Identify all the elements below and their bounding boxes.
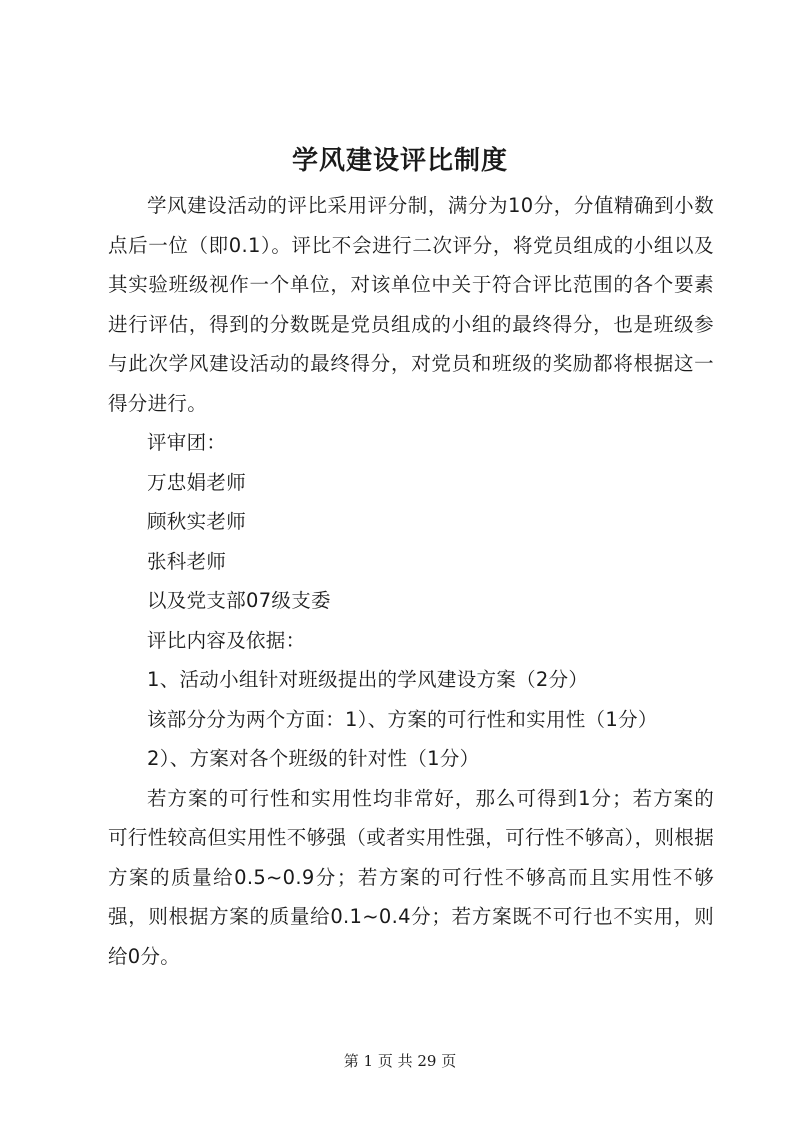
jury-member: 张科老师 [147,549,227,573]
jury-member: 万忠娟老师 [147,470,247,494]
criteria-item: 1、活动小组针对班级提出的学风建设方案（2分） [147,668,589,691]
criteria-detail: 该部分分为两个方面：1）、方案的可行性和实用性（1分） [147,707,658,731]
page-number: 第 1 页 共 29 页 [343,1052,457,1070]
document-title: 学风建设评比制度 [291,146,508,176]
jury-member: 顾秋实老师 [147,510,247,533]
intro-paragraph: 学风建设活动的评比采用评分制，满分为10分，分值精确到小数点后一位（即0.1）。评比不会进行二次评分，将党员组成的小组以及其实验班级视作一个单位，对该单位中关于符合评比范围的各个要素进行评估，得到的分数既是党员组成的小组的最终得分，也是班级参与此次学风建设活动的最终得分，对党员和班级的奖励都将根据这一得分进行。 [108,194,714,415]
jury-member: 以及党支部07级支委 [147,589,331,612]
document-body [108,186,714,976]
jury-heading: 评审团： [147,431,227,454]
criteria-detail: 2）、方案对各个班级的针对性（1分） [147,747,480,770]
scoring-paragraph: 若方案的可行性和实用性均非常好，那么可得到1分；若方案的可行性较高但实用性不够强（或者实用性强，可行性不够高），则根据方案的质量给0.5~0.9分；若方案的可行性不够高而且实用性不够强，则根据方案的质量给0.1~0.4分；若方案既不可行也不实用，则给0分。 [108,786,714,968]
criteria-heading: 评比内容及依据： [147,628,306,652]
